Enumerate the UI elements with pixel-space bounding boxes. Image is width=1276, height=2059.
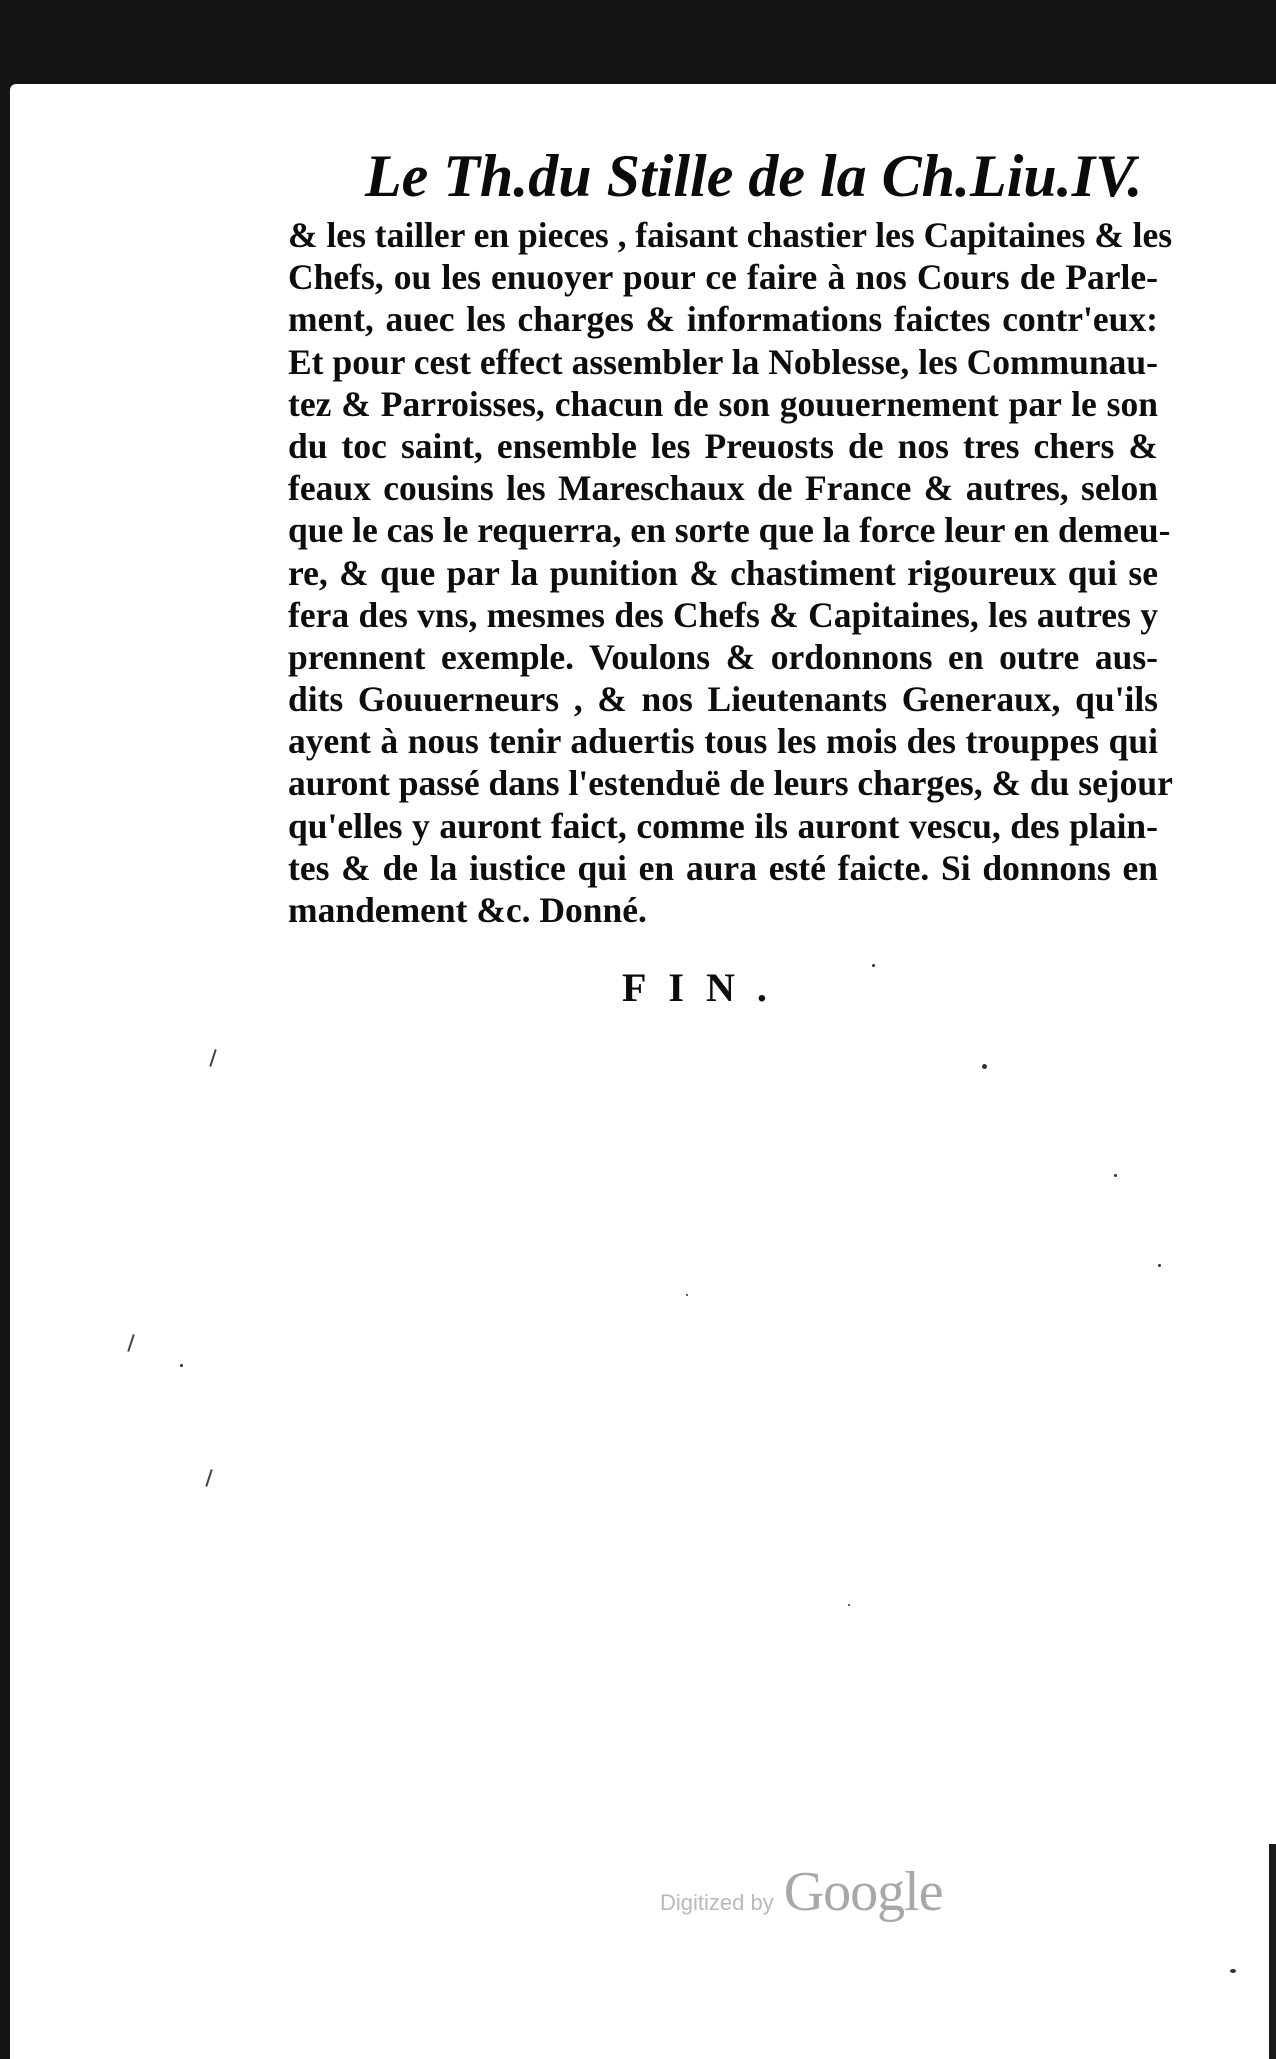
text-line: ment, auec les charges & informations faictes contr'eux: — [288, 299, 1158, 340]
scan-speck — [1114, 1174, 1117, 1177]
scan-speck — [1230, 1969, 1236, 1973]
closing-fin: FIN. — [622, 965, 789, 1010]
text-line: que le cas le requerra, en sorte que la force leur en demeu- — [288, 510, 1171, 551]
text-line: mandement &c. Donné. — [288, 890, 647, 930]
text-line: auront passé dans l'estenduë de leurs charges, & du sejour — [288, 763, 1173, 804]
text-line: re, & que par la punition & chastiment rigoureux qui se — [288, 552, 1158, 593]
scanned-page — [10, 84, 1276, 2059]
text-line: dits Gouuerneurs , & nos Lieutenants Generaux, qu'ils — [288, 679, 1158, 720]
text-line: du toc saint, ensemble les Preuosts de nos tres chers & — [288, 425, 1158, 466]
text-line: tes & de la iustice qui en aura esté faicte. Si donnons en — [288, 847, 1158, 888]
scan-speck — [872, 964, 875, 967]
text-line: qu'elles y auront faict, comme ils auront vescu, des plain- — [288, 805, 1158, 846]
watermark-prefix: Digitized by — [660, 1890, 774, 1915]
running-head: Le Th.du Stille de la Ch.Liu.IV. — [365, 143, 1143, 209]
scan-speck — [1158, 1264, 1161, 1267]
scan-speck — [180, 1364, 183, 1367]
text-line: fera des vns, mesmes des Chefs & Capitaines, les autres y — [288, 594, 1158, 635]
scan-speck — [848, 1604, 850, 1606]
body-text — [288, 214, 1173, 931]
scan-mark — [205, 1469, 212, 1487]
text-line: prennent exemple. Voulons & ordonnons en outre aus- — [288, 636, 1158, 677]
text-line: feaux cousins les Mareschaux de France & autres, selon — [288, 468, 1158, 509]
text-line: Et pour cest effect assembler la Noblesse, les Communau- — [288, 341, 1158, 382]
text-line: ayent à nous tenir aduertis tous les mois des trouppes qui — [288, 721, 1158, 762]
text-line: tez & Parroisses, chacun de son gouuernement par le son — [288, 383, 1158, 424]
page-edge-shadow — [1269, 1844, 1276, 2059]
scan-speck — [982, 1064, 987, 1069]
google-logo: Google — [783, 1861, 943, 1923]
text-line: Chefs, ou les enuoyer pour ce faire à nos Cours de Parle- — [288, 257, 1158, 298]
digitized-watermark — [660, 1860, 943, 1924]
scan-speck — [686, 1294, 688, 1296]
scan-mark — [209, 1049, 216, 1067]
text-line: & les tailler en pieces , faisant chastier les Capitaines & les — [288, 215, 1173, 255]
scan-mark — [127, 1334, 134, 1352]
